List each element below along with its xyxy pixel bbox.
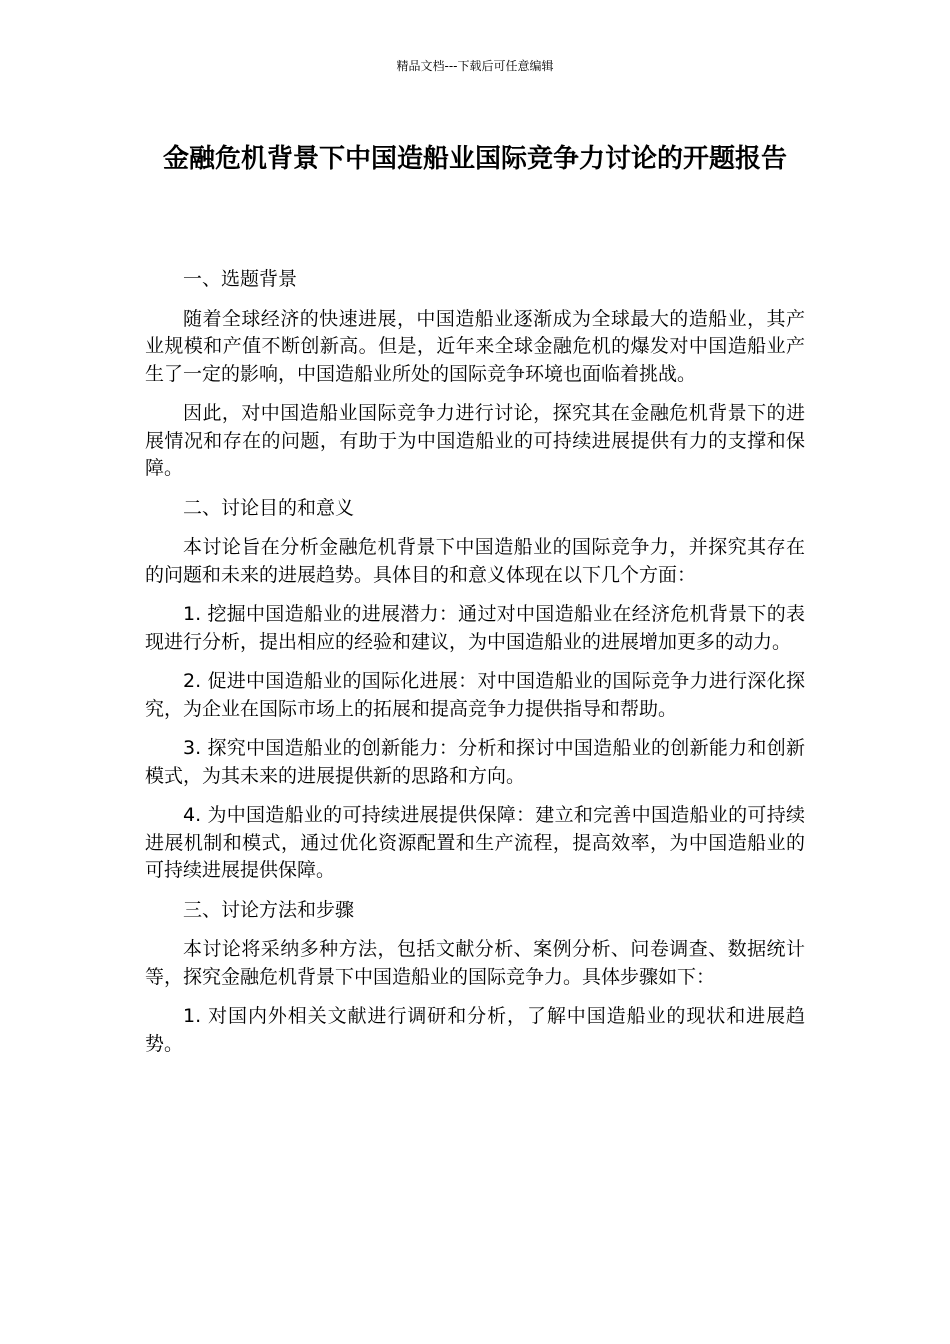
document-title: 金融危机背景下中国造船业国际竞争力讨论的开题报告 [162, 144, 787, 174]
list-item: 2. 促进中国造船业的国际化进展：对中国造船业的国际竞争力进行深化探究，为企业在国际市场上的拓展和提高竞争力提供指导和帮助。 [145, 670, 805, 720]
list-item: 1. 挖掘中国造船业的进展潜力：通过对中国造船业在经济危机背景下的表现进行分析，提出相应的经验和建议，为中国造船业的进展增加更多的动力。 [145, 603, 805, 653]
list-item: 1. 对国内外相关文献进行调研和分析，了解中国造船业的现状和进展趋势。 [145, 1005, 805, 1055]
list-item: 3. 探究中国造船业的创新能力：分析和探讨中国造船业的创新能力和创新模式，为其未来的进展提供新的思路和方向。 [145, 737, 805, 787]
body-paragraph: 随着全球经济的快速进展，中国造船业逐渐成为全球最大的造船业，其产业规模和产值不断创新高。但是，近年来全球金融危机的爆发对中国造船业产生了一定的影响，中国造船业所处的国际竞争环境也面临着挑战。 [145, 307, 805, 385]
section-heading-background: 一、选题背景 [183, 268, 298, 290]
body-paragraph: 本讨论将采纳多种方法，包括文献分析、案例分析、问卷调查、数据统计等，探究金融危机背景下中国造船业的国际竞争力。具体步骤如下： [145, 938, 805, 988]
body-paragraph: 本讨论旨在分析金融危机背景下中国造船业的国际竞争力，并探究其存在的问题和未来的进展趋势。具体目的和意义体现在以下几个方面： [145, 536, 805, 586]
document-body [145, 266, 805, 1070]
page-header: 精品文档---下载后可任意编辑 [396, 59, 554, 73]
section-heading-purpose: 二、讨论目的和意义 [183, 496, 355, 519]
section-heading-methods: 三、讨论方法和步骤 [183, 898, 355, 921]
body-paragraph: 因此，对中国造船业国际竞争力进行讨论，探究其在金融危机背景下的进展情况和存在的问题，有助于为中国造船业的可持续进展提供有力的支撑和保障。 [145, 402, 805, 479]
list-item: 4. 为中国造船业的可持续进展提供保障：建立和完善中国造船业的可持续进展机制和模式，通过优化资源配置和生产流程，提高效率，为中国造船业的可持续进展提供保障。 [145, 804, 805, 881]
